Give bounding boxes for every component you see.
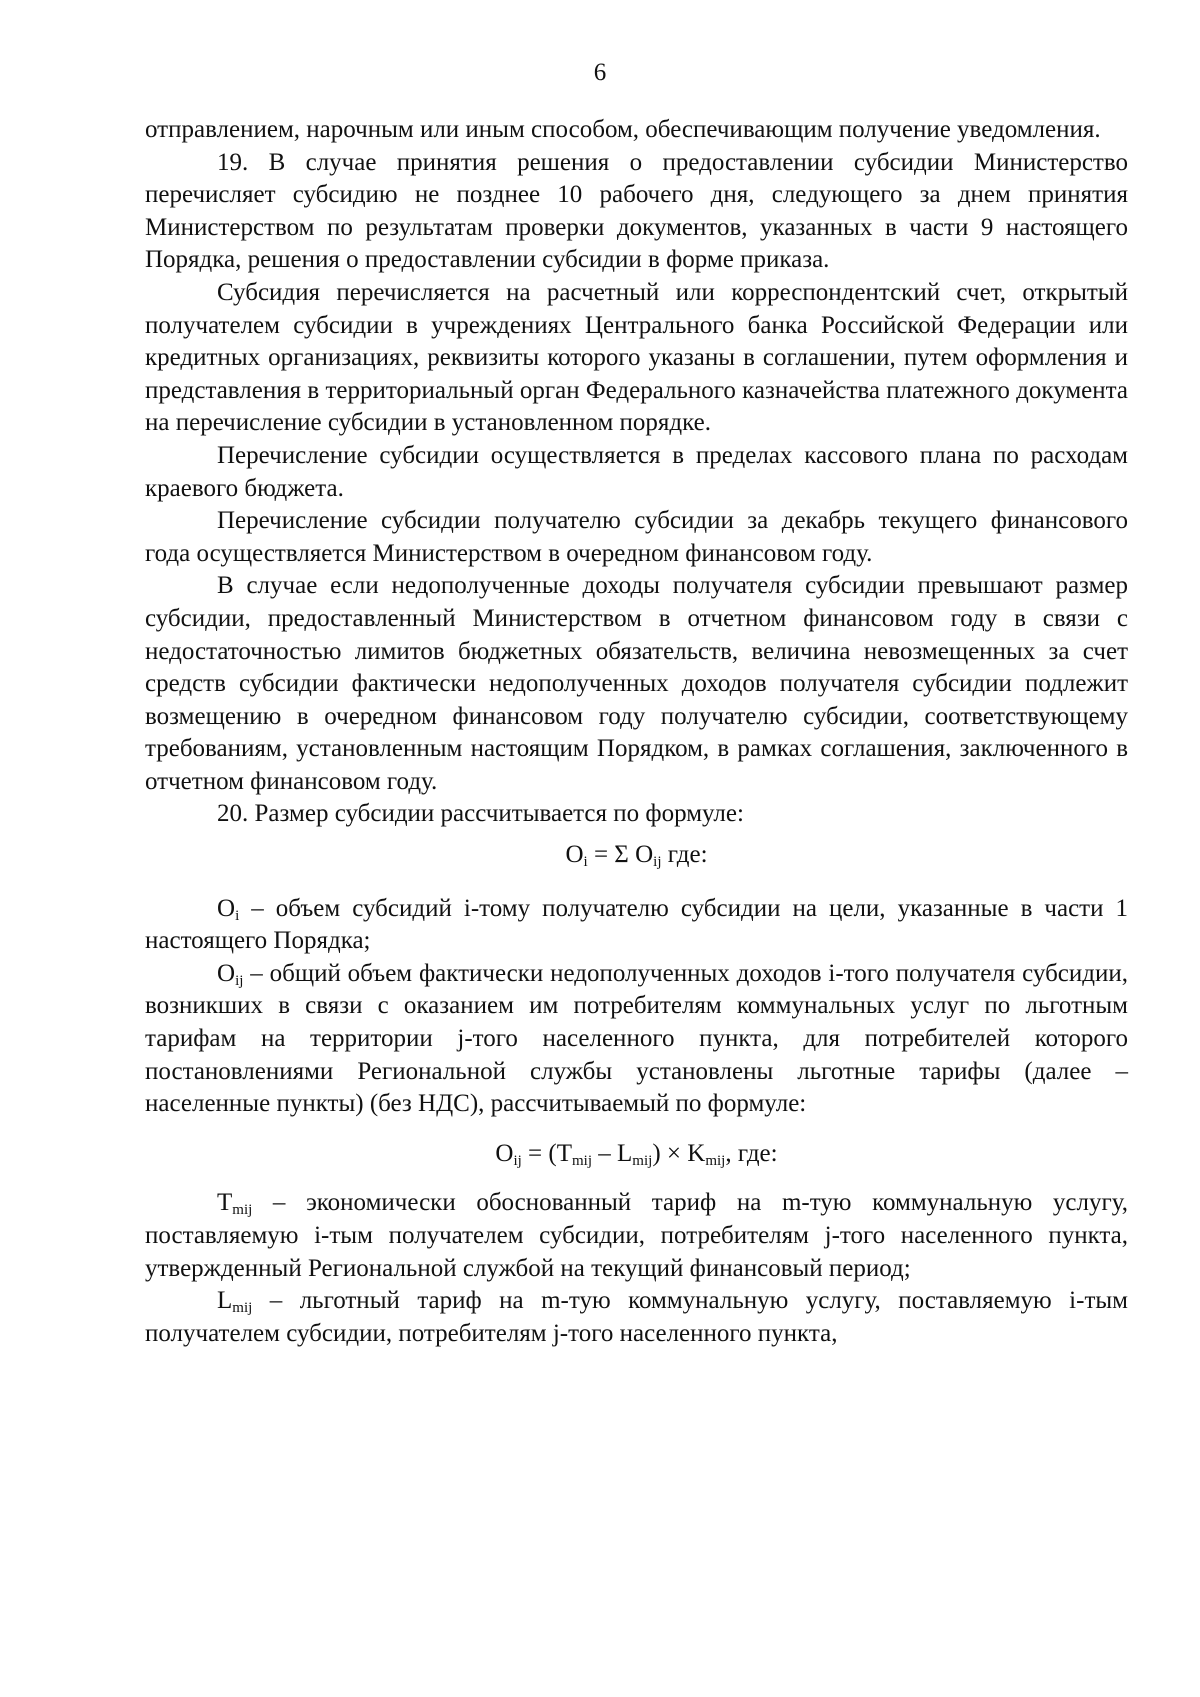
paragraph-cash-plan: Перечисление субсидии осуществляется в пределах кассового плана по расходам краевого бюджета.	[145, 441, 1128, 502]
subscript-mij: mij	[632, 1152, 653, 1169]
formula-operator: = Σ	[587, 841, 636, 869]
document-body	[145, 114, 1128, 1350]
paragraph-transfer-account: Субсидия перечисляется на расчетный или корреспондентский счет, открытый получателем субсидии в учреждениях Центрального банка Российской Федерации или кредитных организациях, реквизиты которого указаны в соглашении, путем оформления и представления в территориальный орган Федерального казначейства платежного документа на перечисление субсидии в установленном порядке.	[145, 278, 1128, 437]
symbol-t: Т	[556, 1139, 572, 1167]
formula-tail: , где:	[725, 1139, 778, 1167]
definition-oi	[145, 893, 1128, 958]
definition-lmij	[145, 1285, 1128, 1350]
definition-oij	[145, 958, 1128, 1121]
subscript-i: i	[235, 907, 240, 924]
definition-text: – экономически обоснованный тариф на m-тую коммунальную услугу, поставляемую i-тым получателем субсидии, потребителям j-того населенного пункта, утвержденный Региональной службой на текущий финансовый период;	[145, 1189, 1128, 1282]
subscript-ij: ij	[513, 1152, 522, 1169]
symbol-o: О	[495, 1139, 514, 1167]
symbol-l: L	[617, 1139, 633, 1167]
paragraph-clause-20: 20. Размер субсидии рассчитывается по формуле:	[217, 800, 744, 828]
symbol-o: О	[217, 959, 236, 987]
definition-tmij	[145, 1187, 1128, 1285]
symbol-t: Т	[217, 1189, 233, 1217]
symbol-l: L	[217, 1287, 233, 1315]
symbol-k: K	[687, 1139, 706, 1167]
subscript-ij: ij	[653, 854, 662, 871]
symbol-o: О	[635, 841, 654, 869]
paragraph-excess-income: В случае если недополученные доходы получателя субсидии превышают размер субсидии, предоставленный Министерством в отчетном финансовом году в связи с недостаточностью лимитов бюджетных обязательств, величина невозмещенных за счет средств субсидии фактически недополученных доходов получателя субсидии подлежит возмещению в очередном финансовом году получателю субсидии, соответствующему требованиям, установленным настоящим Порядком, в рамках соглашения, заключенного в отчетном финансовом году.	[145, 572, 1128, 795]
definition-text: – общий объем фактически недополученных доходов i-того получателя субсидии, возникших в связи с оказанием им потребителям коммунальных услуг по льготным тарифам на территории j-того населенного пункта, для потребителей которого постановлениями Региональной службы установлены льготные тарифы (далее – населенные пункты) (без НДС), рассчитываемый по формуле:	[145, 959, 1128, 1118]
symbol-o: О	[217, 894, 236, 922]
paragraph-december-transfer: Перечисление субсидии получателю субсидии за декабрь текущего финансового года осуществляется Министерством в очередном финансовом году.	[145, 507, 1128, 567]
page-number: 6	[593, 59, 607, 86]
formula-total-subsidy	[145, 839, 1128, 872]
subscript-mij: mij	[705, 1152, 726, 1169]
formula-operator: ) ×	[652, 1139, 688, 1167]
subscript-mij: mij	[232, 1300, 253, 1317]
subscript-mij: mij	[232, 1202, 253, 1219]
formula-operator: = (	[521, 1139, 557, 1167]
formula-operator: –	[592, 1139, 618, 1167]
formula-shortfall	[145, 1138, 1128, 1171]
subscript-ij: ij	[235, 972, 244, 989]
symbol-o: О	[565, 841, 584, 869]
formula-tail: где:	[661, 841, 708, 869]
paragraph-continuation: отправлением, нарочным или иным способом, обеспечивающим получение уведомления.	[145, 116, 1101, 143]
subscript-i: i	[583, 854, 588, 871]
definition-text: – объем субсидий i-тому получателю субсидии на цели, указанные в части 1 настоящего Порядка;	[145, 894, 1128, 955]
subscript-mij: mij	[572, 1152, 593, 1169]
paragraph-clause-19: 19. В случае принятия решения о предоставлении субсидии Министерство перечисляет субсидию не позднее 10 рабочего дня, следующего за днем принятия Министерством по результатам проверки документов, указанных в части 9 настоящего Порядка, решения о предоставлении субсидии в форме приказа.	[145, 148, 1128, 274]
definition-text: – льготный тариф на m-тую коммунальную услугу, поставляемую i-тым получателем субсидии, потребителям j-того населенного пункта,	[145, 1287, 1128, 1347]
